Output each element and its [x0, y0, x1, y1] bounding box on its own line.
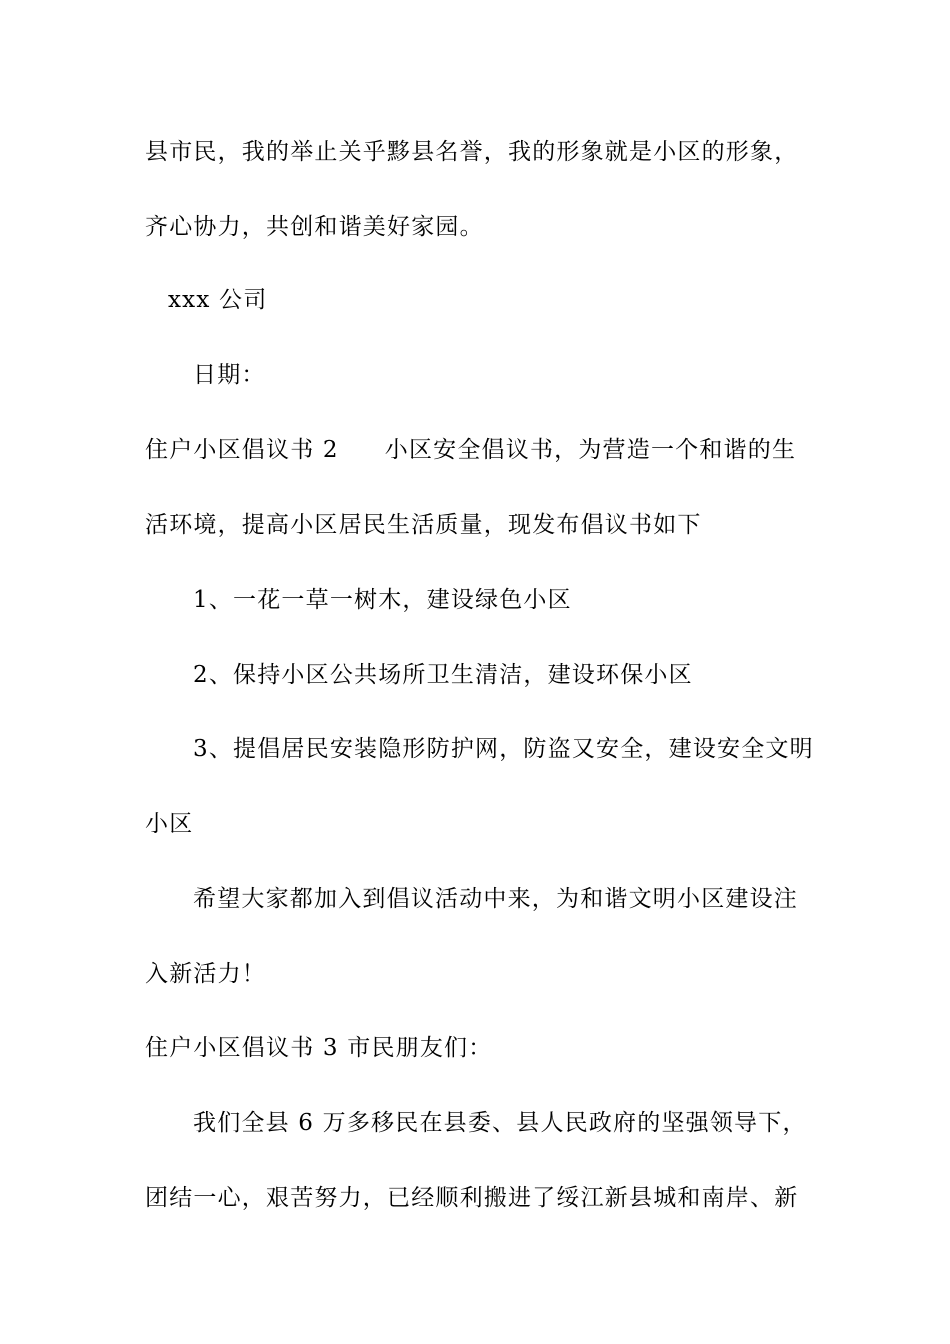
list-item-2: 2、保持小区公共场所卫生清洁，建设环保小区 [193, 662, 693, 688]
section-2-intro: 小区安全倡议书，为营造一个和谐的生 [384, 437, 797, 463]
date-label: 日期： [193, 362, 266, 388]
text-line-14: 我们全县 6 万多移民在县委、县人民政府的坚强领导下， [193, 1110, 807, 1136]
text-line-2: 齐心协力，共创和谐美好家园。 [145, 214, 484, 240]
text-line-1: 县市民，我的举止关乎黟县名誉，我的形象就是小区的形象， [145, 139, 799, 165]
list-item-1: 1、一花一草一树木，建设绿色小区 [193, 587, 572, 613]
text-line-5 [145, 435, 796, 465]
list-item-3: 3、提倡居民安装隐形防护网，防盗又安全，建设安全文明 [193, 736, 814, 762]
section-heading-3: 住户小区倡议书 3 市民朋友们： [145, 1035, 493, 1061]
text-line-15: 团结一心，艰苦努力，已经顺利搬进了绥江新县城和南岸、新 [145, 1185, 799, 1211]
text-line-12: 入新活力！ [145, 961, 266, 987]
company-signature: xxx 公司 [168, 287, 268, 313]
section-heading-2: 住户小区倡议书 2 [145, 437, 339, 463]
text-line-11: 希望大家都加入到倡议活动中来，为和谐文明小区建设注 [193, 886, 798, 912]
text-line-6: 活环境，提高小区居民生活质量，现发布倡议书如下 [145, 512, 702, 538]
list-item-3-continued: 小区 [145, 811, 194, 837]
